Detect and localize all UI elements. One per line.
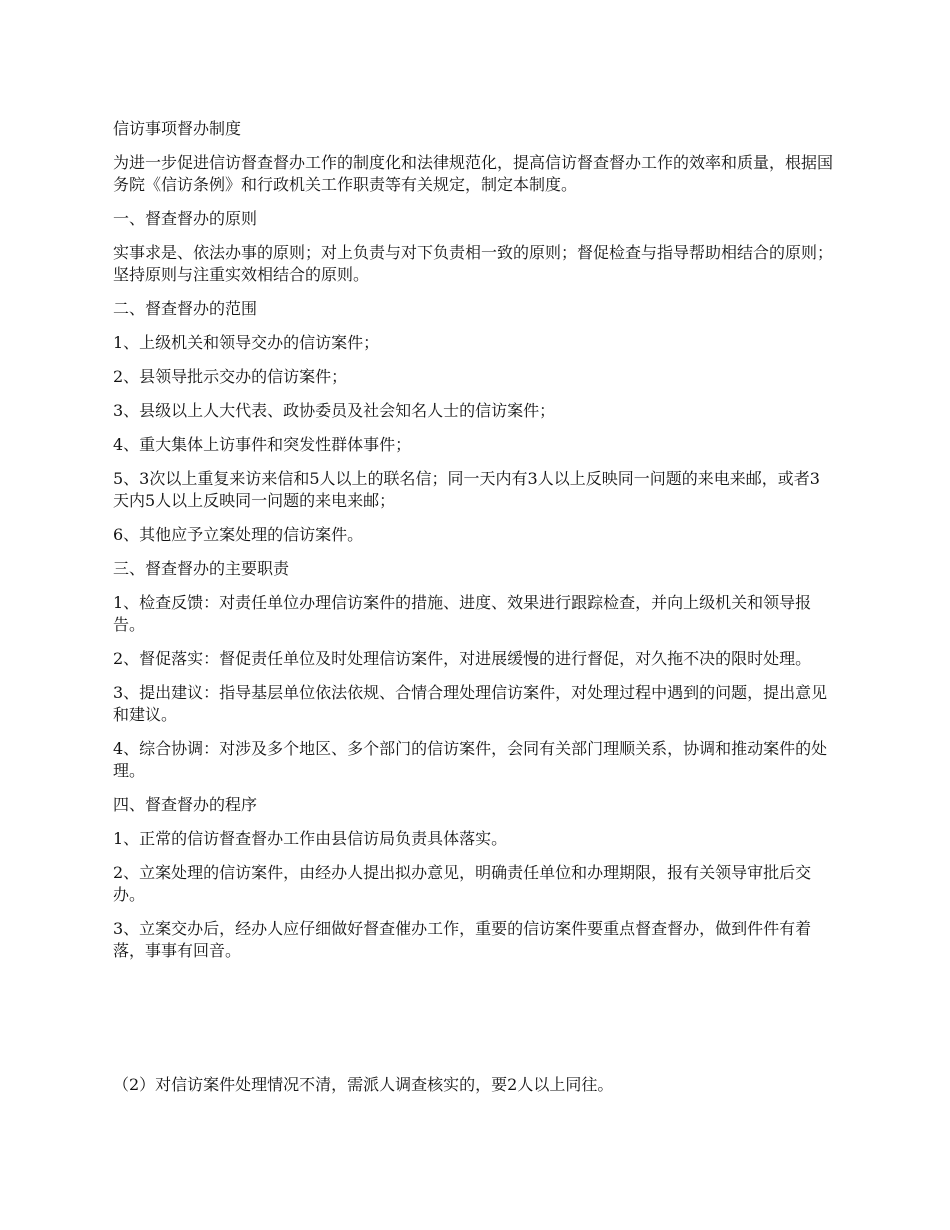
procedure-item-2: 2、立案处理的信访案件，由经办人提出拟办意见，明确责任单位和办理期限，报有关领导审批后交办。 [113,863,812,904]
section-heading-procedure: 四、督查督办的程序 [113,795,258,814]
section-heading-principles: 一、督查督办的原则 [113,209,258,228]
scope-item-3: 3、县级以上人大代表、政协委员及社会知名人士的信访案件； [113,401,556,420]
scope-item-5: 5、3次以上重复来访来信和5人以上的联名信；同一天内有3人以上反映同一问题的来电来邮，或者3天内5人以上反映同一问题的来电来邮； [113,469,820,510]
scope-item-2: 2、县领导批示交办的信访案件； [113,367,348,386]
section-heading-duties: 三、督查督办的主要职责 [113,559,290,578]
procedure-item-1: 1、正常的信访督查督办工作由县信访局负责具体落实。 [113,829,508,848]
procedure-item-3: 3、立案交办后，经办人应仔细做好督查催办工作，重要的信访案件要重点督查督办，做到件件有着落，事事有回音。 [113,919,812,960]
document-title: 信访事项督办制度 [113,119,242,138]
duty-item-2: 2、督促落实：督促责任单位及时处理信访案件，对进展缓慢的进行督促，对久拖不决的限时处理。 [113,649,812,668]
scope-item-6: 6、其他应予立案处理的信访案件。 [113,525,364,544]
paragraph-intro: 为进一步促进信访督查督办工作的制度化和法律规范化，提高信访督查督办工作的效率和质量，根据国务院《信访条例》和行政机关工作职责等有关规定，制定本制度。 [113,153,834,194]
document-body [113,118,833,974]
duty-item-1: 1、检查反馈：对责任单位办理信访案件的措施、进度、效果进行跟踪检查，并向上级机关和领导报告。 [113,593,812,634]
paragraph-principles: 实事求是、依法办事的原则；对上负责与对下负责相一致的原则；督促检查与指导帮助相结合的原则；坚持原则与注重实效相结合的原则。 [113,243,834,284]
scope-item-4: 4、重大集体上访事件和突发性群体事件； [113,435,412,454]
duty-item-3: 3、提出建议：指导基层单位依法依规、合情合理处理信访案件，对处理过程中遇到的问题，提出意见和建议。 [113,683,828,724]
duty-item-4: 4、综合协调：对涉及多个地区、多个部门的信访案件，会同有关部门理顺关系，协调和推动案件的处理。 [113,739,828,780]
scope-item-1: 1、上级机关和领导交办的信访案件； [113,333,380,352]
section-heading-scope: 二、督查督办的范围 [113,299,258,318]
footnote-paragraph: （2）对信访案件处理情况不清，需派人调查核实的，要2人以上同往。 [113,1075,614,1094]
